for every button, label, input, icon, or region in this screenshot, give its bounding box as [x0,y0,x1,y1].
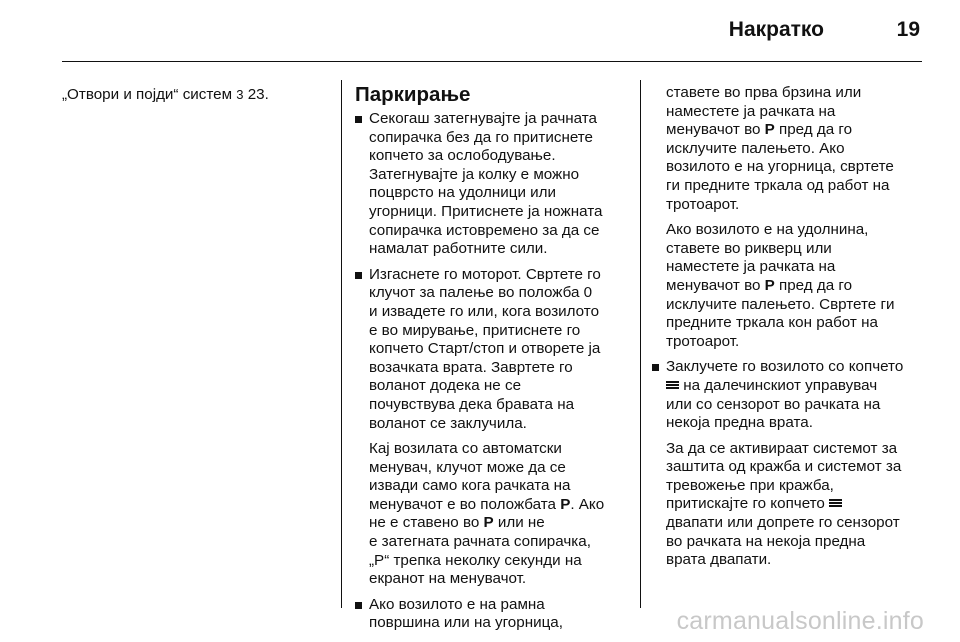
bullet-square-icon [355,116,362,123]
column-divider-2 [640,80,641,608]
header-rule [62,61,922,62]
automatic-transmission-note: Кај возилата со автоматски менувач, клучот може да се извади само кога рачката на менувачот е во положбата P. Ако не е ставено во P или не е затегната рачната сопирачка, „P“ трепка неколку секунди на екранот на менувачот. [369,440,605,588]
reference-arrow-icon: 3 [236,87,244,102]
column-2 [355,84,635,640]
page-number: 19 [896,18,920,41]
downhill-note: Ако возилото е на удолнина, ставете во рикверц или наместете ја рачката на менувачот во P пред да го исклучите палењето. Свртете ги предните тркала кон работ на тротоарот. [666,221,895,350]
lock-button-icon [666,381,679,389]
column-divider-1 [341,80,342,608]
watermark: carmanualsonline.info [676,607,924,635]
column-1 [62,86,330,105]
system-reference: „Отвори и појди“ систем 3 23. [62,86,269,103]
lock-button-icon [829,499,842,507]
bullet-item: Изгаснете го моторот. Свртете го клучот за палење во положба 0 и извадете го или, кога возилото е во мирување, притиснете го копчето Старт/стоп и отворете ја возачката врата. Завртете го воланот додека не се почувствува дека бравата на воланот се заклучила. [355,266,635,433]
bullet-square-icon [355,602,362,609]
column-3 [652,84,926,577]
bullet-square-icon [355,272,362,279]
uphill-note: ставете во прва брзина или наместете ја рачката на менувачот во P пред да го исклучите палењето. Ако возилото е на угорница, свртете ги предните тркала од работ на тротоарот. [666,84,894,213]
bullet-item: Заклучете го возилото со копчето на далечинскиот управувач или со сензорот во рачката на некоја предна врата. [652,358,926,432]
bullet-item: Секогаш затегнувајте ја рачната сопирачка без да го притиснете копчето за ослободување. Затегнувајте ја колку е можно поцврсто на удолници или угорници. Притиснете ја ножната сопирачка истовремено за да се намалат работните сили. [355,110,635,259]
section-heading: Паркирање [355,83,471,106]
bullet-item: Ако возилото е на рамна површина или на угорница, [355,596,635,633]
page-title: Накратко [728,18,824,41]
bullet-square-icon [652,364,659,371]
anti-theft-note: За да се активираат системот за заштита од кражба и системот за тревожење при кражба, притискајте го копчето двапати или допрете го сензорот во рачката на некоја предна врата двапати. [666,439,902,569]
